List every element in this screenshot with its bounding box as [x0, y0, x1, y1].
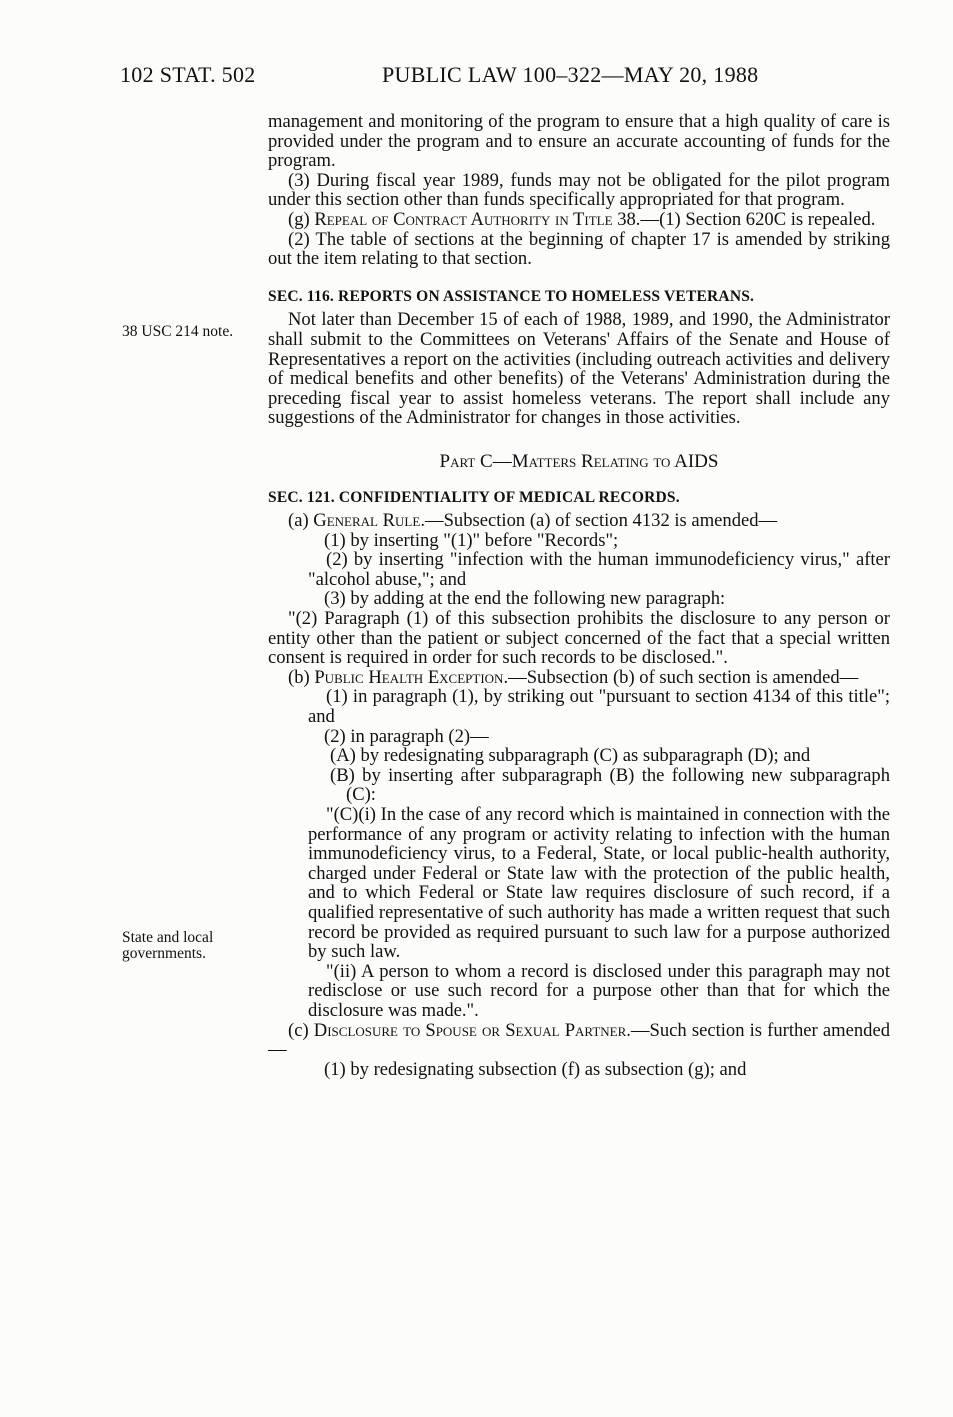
subsection-a-heading: General Rule.: [313, 510, 425, 532]
subsection-c-number: (c): [288, 1019, 309, 1041]
subsection-c: [268, 1021, 890, 1060]
section-121-heading: SEC. 121. CONFIDENTIALITY OF MEDICAL RECORDS.: [268, 488, 680, 506]
margin-note-usc: 38 USC 214 note.: [122, 323, 234, 340]
subsection-b-item-1: (1) in paragraph (1), by striking out "pursuant to section 4134 of this title"; and: [308, 686, 890, 728]
subsection-b-quote-i: "(C)(i) In the case of any record which is maintained in connection with the performance of any program or activity relating to infection with the human immunodeficiency virus, to a Federal, State, or local public-health authority, charged under Federal or State law with the protection of the public health, and to which Federal or State law requires disclosure of such record, if a qualified representative of such authority has made a written request that such record be provided as required pursuant to such law for a purpose authorized by such law.: [308, 804, 890, 963]
subsection-a-item-3: (3) by adding at the end the following new paragraph:: [324, 588, 726, 610]
subsection-a: [268, 511, 890, 531]
paragraph-2-table: (2) The table of sections at the beginning of chapter 17 is amended by striking out the item relating to that section.: [268, 228, 890, 270]
subsection-a-number: (a): [288, 510, 309, 532]
subsection-b-item-2A: (A) by redesignating subparagraph (C) as subparagraph (D); and: [330, 745, 811, 767]
subsection-g-heading: Repeal of Contract Authority in Title 38.: [314, 208, 641, 230]
subsection-b-quote-ii: "(ii) A person to whom a record is disclosed under this paragraph may not redisclose or use such record for a purpose other than that for which the disclosure was made.".: [308, 960, 890, 1021]
section-116-heading: SEC. 116. REPORTS ON ASSISTANCE TO HOMELESS VETERANS.: [268, 287, 755, 305]
subsection-g: [268, 210, 890, 230]
subsection-c-heading: Disclosure to Spouse or Sexual Partner.: [313, 1019, 631, 1041]
subsection-b-heading: Public Health Exception.: [314, 666, 509, 688]
part-c-heading: Part C—Matters Relating to AIDS: [439, 450, 719, 472]
page-header: [120, 62, 883, 92]
subsection-c-item-1: (1) by redesignating subsection (f) as subsection (g); and: [324, 1058, 747, 1080]
subsection-a-item-1: (1) by inserting "(1)" before "Records";: [324, 529, 619, 551]
running-title: PUBLIC LAW 100–322—MAY 20, 1988: [382, 62, 759, 87]
subsection-b-number: (b): [288, 666, 310, 688]
paragraph-3: (3) During fiscal year 1989, funds may not be obligated for the pilot program under this section other than funds specifically appropriated for that program.: [268, 169, 890, 211]
subsection-g-number: (g): [288, 208, 310, 230]
section-116-text: Not later than December 15 of each of 1988, 1989, and 1990, the Administrator shall submit to the Committees on Veterans' Affairs of the Senate and House of Representatives a report on the activities (including outreach activities and delivery of medical benefits and other benefits) of the Veterans' Administration during the preceding fiscal year to assist homeless veterans. The report shall include any suggestions of the Administrator for changes in those activities.: [268, 309, 890, 429]
subsection-c-text: —Such section is further amended—: [268, 1019, 890, 1061]
subsection-a-item-2: (2) by inserting "infection with the human immunodeficiency virus," after "alcohol abuse,"; and: [308, 549, 890, 590]
document-body: [268, 112, 890, 1079]
subsection-b-item-2B: (B) by inserting after subparagraph (B) the following new subparagraph (C):: [330, 764, 890, 806]
subsection-b-text: —Subsection (b) of such section is amended—: [508, 666, 859, 688]
margin-note-state-local: State and local governments.: [122, 929, 214, 962]
paragraph-continuation: management and monitoring of the program to ensure that a high quality of care is provided under the program and to ensure an accurate accounting of funds for the program.: [268, 111, 890, 172]
subsection-g-text: —(1) Section 620C is repealed.: [640, 208, 876, 230]
subsection-a-text: —Subsection (a) of section 4132 is amended—: [424, 510, 778, 532]
subsection-b: [268, 668, 890, 688]
subsection-b-item-2: (2) in paragraph (2)—: [324, 725, 489, 747]
subsection-a-quote: "(2) Paragraph (1) of this subsection prohibits the disclosure to any person or entity other than the patient or subject concerned of the fact that a special written consent is required in order for such records to be disclosed.".: [268, 608, 890, 669]
statute-page-number: 102 STAT. 502: [120, 62, 256, 87]
